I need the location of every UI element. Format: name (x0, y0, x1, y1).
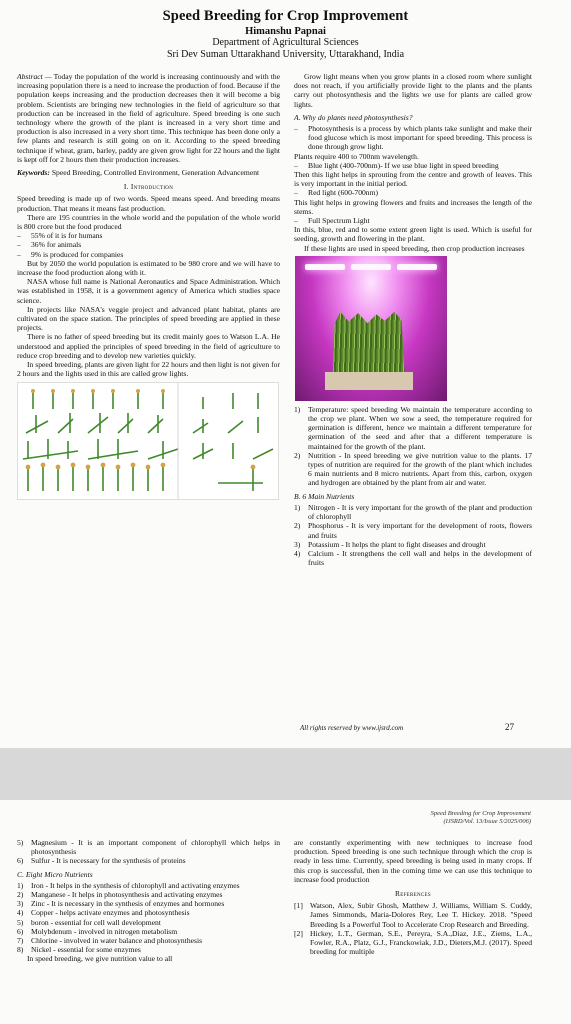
wheat-plants (333, 312, 405, 376)
list-item: – 55% of it is for humans (17, 231, 103, 241)
row-1 (33, 391, 258, 409)
subsection-a-heading: A. Why do plants need photosynthesis? (294, 112, 413, 122)
list-item: – Blue light (400-700nm)- If we use blue light in speed breeding (294, 160, 499, 170)
list-item: 1) Nitrogen - It is very important for the growth of the plant and production of chlorophyll (294, 502, 532, 522)
list-item: 6) Molybdenum - involved in nitrogen metabolism (17, 926, 178, 936)
keywords-text: Speed Breeding, Controlled Environment, Generation Advancement (51, 168, 260, 178)
reference-item: [1] Watson, Alex, Subir Ghosh, Matthew J. Williams, William S. Cuddy, James Simmonds, Maria-Dolores Rey, Lee T. Hickey. 2018. "Speed Breeding Is a Powerful Tool to Accelerate Crop Research and Breeding. (294, 901, 532, 929)
list-item: 1) Iron - It helps in the synthesis of chlorophyll and activating enzymes (17, 880, 240, 890)
red-light-text: This light helps in growing flowers and fruits and increases the length of the stems. (294, 197, 532, 216)
row-2 (26, 413, 258, 433)
conclusion-paragraph: are constantly experimenting with new techniques to increase food production. Speed breeding is one such technique through which the crop is ready in less time. Currently, speed breeding is being used in many crops. If this crop is successful, then in the coming time we can use this technique to increase food production (294, 838, 532, 884)
list-item: – 36% for animals (17, 240, 82, 250)
running-head-title: Speed Breeding for Crop Improvement (430, 810, 531, 817)
intro-paragraph: Speed breeding is made up of two words. Speed means speed. And breeding means production. That means it means fast production. (17, 194, 280, 213)
list-item: 2) Nutrition - In speed breeding we give nutrition value to the plants. 17 types of nutrition are required for the growth of the plant which includes 6 main nutrients and 8 micro nutrients. Apart from this, carbon, oxygen and hydrogen are obtained by the plant from air and water. (294, 450, 532, 488)
lights-production-text: If these lights are used in speed breeding, then crop production increases (304, 243, 525, 253)
full-spectrum-text: In this, blue, red and to some extent green light is used. Which is useful for seeding, growth and flowering in the plant. (294, 225, 532, 244)
nutrition-text: In speed breeding, we give nutrition value to all (27, 954, 173, 964)
list-item: 3) Zinc - It is necessary in the synthesis of enzymes and hormones (17, 899, 225, 909)
food-share-list (17, 231, 280, 259)
grow-light-definition: Grow light means when you grow plants in a closed room where sunlight does not reach, if you artificially provide light to the plants and the plants carry out photosynthesis and the lights we use for plants are called grow lights. (294, 72, 532, 109)
forecast-paragraph: But by 2050 the world population is estimated to be 980 crore and we will have to increase the food production along with it. (17, 258, 280, 278)
abstract (17, 72, 280, 164)
grow-light-photo (295, 256, 447, 401)
running-head (431, 810, 531, 826)
list-item: – Red light (600-700nm) (294, 188, 379, 198)
references-list (294, 901, 532, 956)
page-2 (0, 800, 571, 1024)
row-3 (23, 439, 273, 459)
list-item: 8) Nickel - essential for some enzymes (17, 945, 141, 955)
veggie-paragraph: In projects like NASA's veggie project and advanced plant habitat, plants are cultivated on the space station. The principles of speed breeding are applied in these projects. (17, 304, 280, 333)
section-heading-intro: I. Introduction (123, 182, 174, 192)
list-item: 2) Phosphorus - It is very important for the development of roots, flowers and fruits (294, 521, 532, 540)
lamp (397, 264, 437, 270)
running-head-issue: (IJSRD/Vol. 13/Issue 5/2025/006) (443, 818, 531, 825)
list-item: 5) Magnesium - It is an important component of chlorophyll which helps in photosynthesis (17, 838, 280, 857)
keywords-label: Keywords: (17, 168, 50, 178)
subsection-c-heading: C. Eight Micro Nutrients (17, 869, 93, 879)
plant-tray (325, 372, 413, 390)
references-heading: References (395, 889, 431, 899)
watson-paragraph: There is no father of speed breeding but its credit mainly goes to Watson L.A. He understood and applied the principles of speed breeding in the field of agriculture to reduce crop breeding and to develop new varieties quickly. (17, 332, 280, 360)
population-paragraph: There are 195 countries in the whole world and the population of the whole world is 800 crore but the food produced (17, 212, 280, 232)
page2-left-column (17, 838, 280, 964)
page2-right-column (294, 838, 532, 956)
author-name: Himanshu Papnai (245, 26, 326, 37)
list-item: 3) Potassium - It helps the plant to fight diseases and drought (294, 539, 486, 549)
list-item: – Full Spectrum Light (294, 216, 370, 226)
rights-footer: All rights reserved by www.ijsrd.com (300, 724, 404, 732)
blue-light-text: Then this light helps in sprouting from the centre and growth of leaves. This is very important in the initial period. (294, 170, 532, 189)
left-column (17, 72, 280, 500)
list-item: 4) Calcium - It strengthens the cell wall and helps in the development of fruits (294, 548, 532, 568)
paper-title: Speed Breeding for Crop Improvement (162, 8, 409, 24)
page-number: 27 (505, 722, 514, 732)
wavelength-line: Plants require 400 to 700nm wavelength. (294, 151, 419, 161)
page-gap (0, 748, 571, 800)
lamp (351, 264, 391, 270)
university: Sri Dev Suman Uttarakhand University, Uttarakhand, India (166, 49, 405, 60)
list-item: 7) Chlorine - involved in water balance and photosynthesis (17, 936, 203, 946)
keywords (17, 168, 280, 177)
abstract-text: Today the population of the world is increasing continuously and with the increasing population there is a need to increase the production of food. Because if the population keeps increasing and the production decreases then it will become a big problem. Scientists are bringing new technologies in the field of agriculture so that production can be increased in the field of agriculture. Speed breeding is one such technology where the growth of the plant is increased in a very short time and production is also increased in a very short time. This technique has been done only a few plants and research is still going on on it. According to the speed breeding technique if wheat, gram, barley, paddy are given grow light for 22 hours and the light is kept off for 2 hours then their production increases. (17, 72, 281, 164)
plant-rows-illustration (18, 383, 278, 499)
list-item: – 9% is produced for companies (17, 249, 124, 259)
list-item: 2) Manganese - It helps in photosynthesis and activating enzymes (17, 890, 223, 900)
list-item: – Photosynthesis is a process by which plants take sunlight and make their food glucose which is most important for speed breeding. This process is done through grow light. (294, 124, 532, 152)
row-4 (28, 465, 263, 491)
plant-growth-figure (17, 382, 279, 500)
list-item: 1) Temperature: speed breeding We maintain the temperature according to the crop we plant. When we sow a seed, the temperature required for germination is different, hence we maintain a different temperature for germination of the seed and after that a different temperature is maintained for the growth of the plant. (294, 404, 532, 451)
list-item: 4) Copper - helps activate enzymes and photosynthesis (17, 908, 190, 918)
reference-item: [2] Hickey, L.T., German, S.E., Pereyra, S.A.,Diaz, J.E., Ziems, L.A., Fowler, R.A., Platz, G.J., Franckowiak, J.D., Dieters,M.J. (2017). Speed breeding for multiple (294, 928, 532, 957)
lamp (305, 264, 345, 270)
department: Department of Agricultural Sciences (212, 37, 359, 48)
abstract-label: Abstract — (17, 72, 52, 81)
list-item: 5) boron - essential for cell wall development (17, 917, 161, 927)
right-column (294, 72, 532, 567)
paper-header (0, 8, 571, 61)
subsection-b-heading: B. 6 Main Nutrients (294, 491, 355, 501)
list-item: 6) Sulfur - It is necessary for the synthesis of proteins (17, 856, 186, 866)
grow-light-paragraph: In speed breeding, plants are given light for 22 hours and then light is not given for 2 hours and the lights used in this are called grow lights. (17, 360, 280, 379)
nasa-paragraph: NASA whose full name is National Aeronautics and Space Administration. Which was established in 1958, it is a government agency of America which studies space science. (17, 277, 280, 305)
